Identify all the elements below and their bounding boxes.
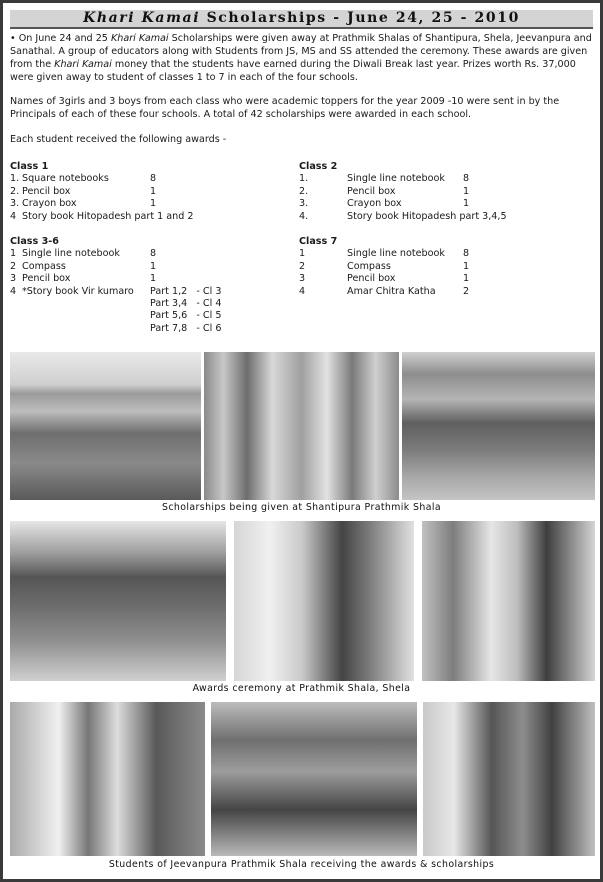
award-quantity: 8: [463, 173, 470, 185]
intro-text-1: On June 24 and 25: [15, 33, 111, 44]
award-quantity: 2: [463, 285, 470, 297]
award-number: 4: [10, 285, 17, 297]
class-1-awards: [10, 161, 194, 223]
award-quantity: 8: [150, 173, 157, 185]
class-3-6-awards: [10, 236, 221, 335]
award-quantity: 1: [150, 198, 157, 210]
award-item: [10, 186, 156, 198]
award-quantity: 1: [463, 185, 470, 197]
award-number: 3.: [10, 198, 20, 210]
award-quantity: 1: [150, 185, 157, 197]
award-number: 3.: [299, 198, 309, 210]
award-item: [10, 310, 221, 322]
award-item: [10, 286, 221, 298]
award-item: [299, 198, 469, 210]
award-quantity: Part 7,8 - Cl 6: [150, 322, 222, 334]
intro-italic-1: Khari Kamai: [110, 33, 169, 44]
photo-row-shela: [10, 521, 595, 681]
award-name: *Story book Vir kumaro: [22, 285, 134, 297]
award-name: Story book Hitopadesh part 3,4,5: [347, 210, 507, 222]
class-heading: Class 1: [10, 161, 49, 172]
award-item: [10, 261, 221, 273]
award-name: Crayon box: [347, 198, 402, 210]
award-item: [299, 248, 469, 260]
award-name: [22, 310, 150, 322]
award-quantity: 1: [150, 260, 157, 272]
award-name: Pencil box: [347, 273, 396, 285]
award-name: Single line notebook: [347, 248, 445, 260]
intro-paragraph: [10, 32, 595, 84]
award-item: [299, 210, 507, 223]
award-item: [10, 298, 221, 310]
photo-children-receiving-awards: [422, 521, 595, 681]
class-heading: Class 3-6: [10, 236, 59, 247]
award-quantity: 1: [463, 273, 470, 285]
award-number: [10, 323, 22, 335]
award-number: 3: [10, 273, 17, 285]
award-item: [10, 248, 221, 260]
award-number: 4.: [299, 210, 309, 222]
award-number: 4: [10, 210, 17, 222]
award-number: [10, 310, 22, 322]
photo-school-assembly: [402, 352, 595, 500]
intro-text-2: Scholarships were given away at Prathmik Shalas of Shantipura, Shela, Jeevanpura and Sanathal. A group of educators along with Students from JS, MS and SS attended the ceremony. These awards are given from the: [10, 33, 592, 70]
award-name: Pencil box: [347, 185, 396, 197]
award-item: [10, 323, 221, 335]
award-quantity: 1: [150, 273, 157, 285]
award-item: [299, 286, 469, 298]
award-number: 2: [10, 260, 17, 272]
award-item: [299, 261, 469, 273]
photo-girl-receiving-scholarship: [423, 702, 595, 856]
award-item: [10, 173, 156, 185]
award-number: 1.: [299, 173, 309, 185]
award-quantity: Part 5,6 - Cl 5: [150, 310, 222, 322]
award-item: [299, 273, 469, 285]
caption-shela: Awards ceremony at Prathmik Shala, Shela: [192, 683, 411, 694]
award-number: 1.: [10, 173, 20, 185]
award-number: 2.: [299, 185, 309, 197]
bullet: •: [10, 33, 16, 44]
awards-intro: Each student received the following awards -: [10, 134, 227, 145]
award-item: [299, 173, 469, 185]
award-item: [10, 210, 194, 223]
class-2-awards: [299, 161, 507, 223]
photo-gathering: [211, 702, 417, 856]
award-quantity: 1: [463, 260, 470, 272]
toppers-paragraph: Names of 3girls and 3 boys from each class who were academic toppers for the year 2009 -10 were sent in by the Principals of each of these four schools. A total of 42 scholarships were awarded in each school.: [10, 96, 560, 120]
award-name: Story book Hitopadesh part 1 and 2: [22, 210, 194, 222]
photo-students-seated: [10, 352, 201, 500]
caption-jeevanpura: Students of Jeevanpura Prathmik Shala receiving the awards & scholarships: [108, 859, 495, 870]
award-quantity: 8: [463, 248, 470, 260]
photo-award-handover: [204, 352, 399, 500]
photo-girl-receiving-award: [234, 521, 414, 681]
caption-shantipura: Scholarships being given at Shantipura Prathmik Shala: [162, 502, 441, 513]
photo-boy-receiving-award: [10, 702, 205, 856]
award-name: Square notebooks: [22, 173, 109, 185]
award-name: [22, 298, 150, 310]
award-number: 1: [299, 248, 306, 260]
award-number: 2.: [10, 185, 20, 197]
award-name: [22, 323, 150, 335]
award-name: Single line notebook: [347, 173, 445, 185]
award-number: 1: [10, 248, 17, 260]
photo-students-crowd: [10, 521, 226, 681]
award-name: Single line notebook: [22, 248, 120, 260]
award-quantity: 1: [463, 198, 470, 210]
title-italic: Khari Kamai: [83, 10, 201, 26]
award-quantity: Part 3,4 - Cl 4: [150, 298, 222, 310]
intro-italic-2: Khari Kamai: [54, 59, 112, 70]
class-heading: Class 2: [299, 161, 338, 172]
photo-row-jeevanpura: [10, 702, 595, 856]
title-rest: Scholarships - June 24, 25 - 2010: [200, 10, 520, 26]
award-number: 3: [299, 273, 306, 285]
intro-text-3: money that the students have earned during the Diwali Break last year. Prizes worth Rs. 37,000 were given away to student of classes 1 to 7 in each of the four schools.: [10, 59, 576, 83]
award-item: [299, 186, 469, 198]
award-number: [10, 298, 22, 310]
award-name: Compass: [347, 260, 391, 272]
award-name: Crayon box: [22, 198, 77, 210]
photo-row-shantipura: [10, 352, 595, 500]
award-quantity: Part 1,2 - Cl 3: [150, 285, 222, 297]
award-name: Pencil box: [22, 185, 71, 197]
class-7-awards: [299, 236, 469, 298]
award-item: [10, 273, 221, 285]
award-name: Amar Chitra Katha: [347, 285, 436, 297]
award-name: Compass: [22, 260, 66, 272]
award-quantity: 8: [150, 248, 157, 260]
award-item: [10, 198, 156, 210]
page-title: [10, 10, 593, 29]
award-number: 4: [299, 285, 306, 297]
class-heading: Class 7: [299, 236, 338, 247]
award-number: 2: [299, 260, 306, 272]
award-name: Pencil box: [22, 273, 71, 285]
